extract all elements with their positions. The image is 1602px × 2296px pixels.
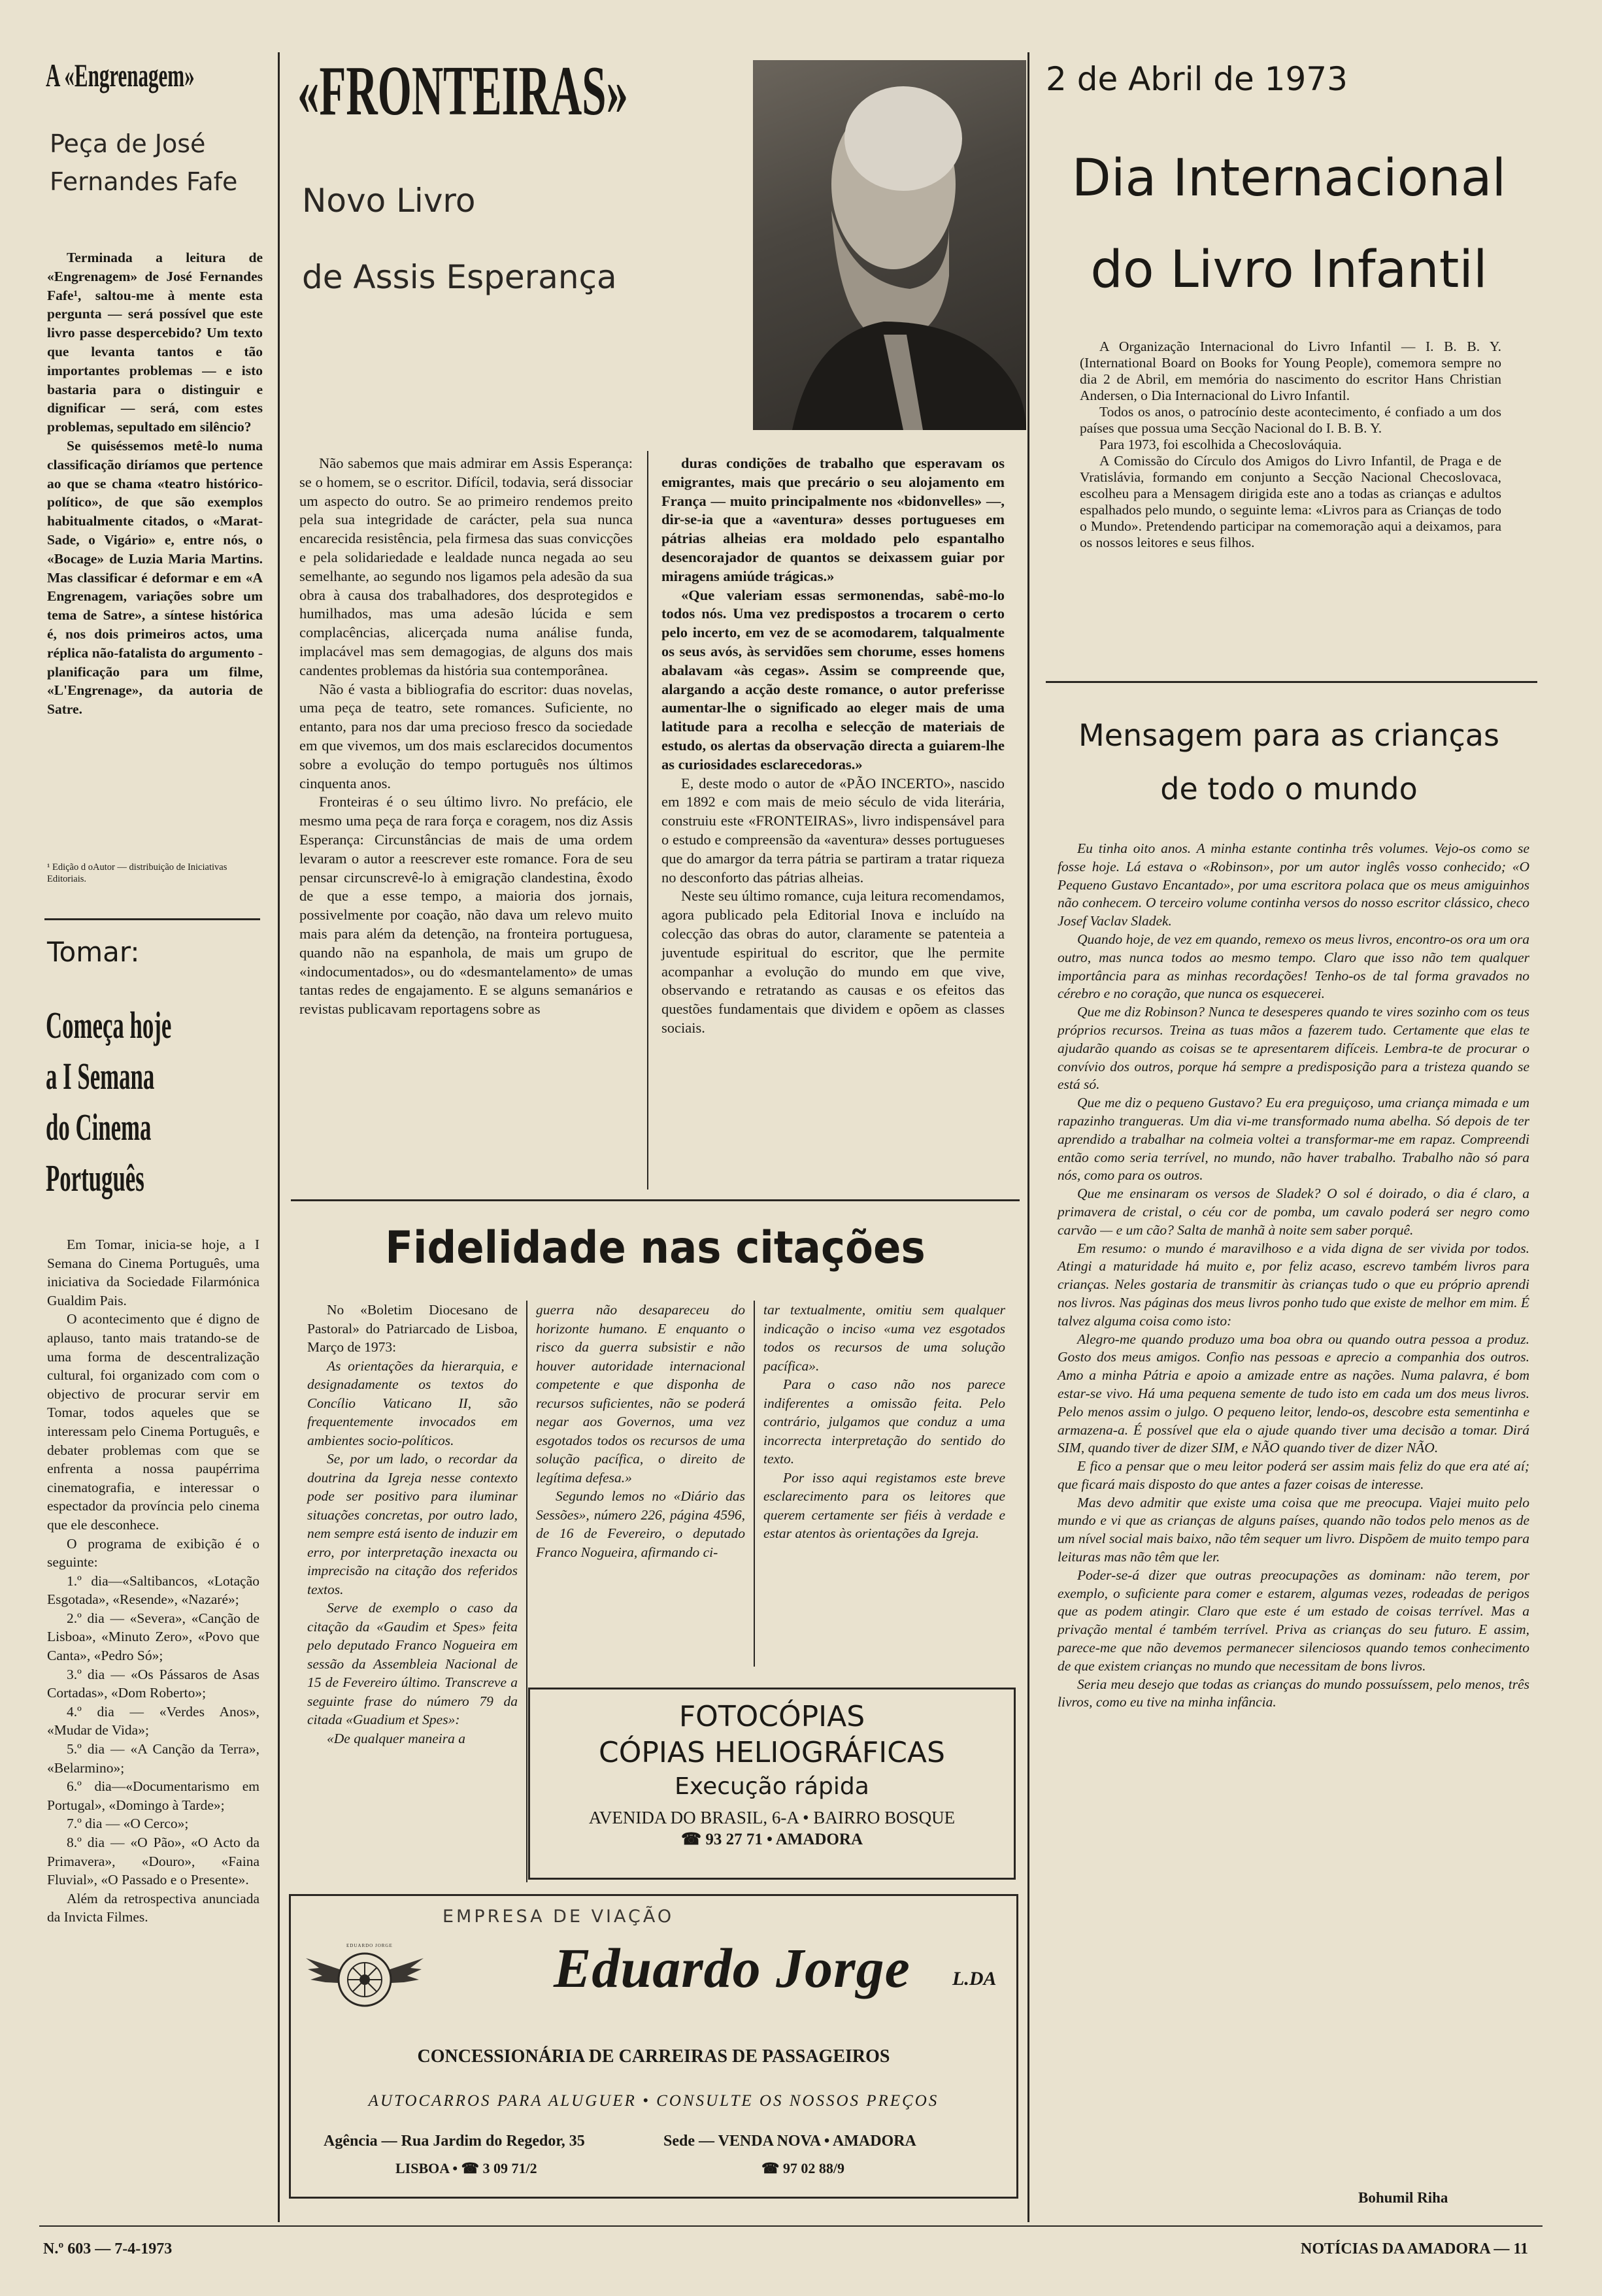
- fidelidade-paragraph: Para o caso não nos parece indiferentes a omissão feita. Pelo contrário, julgamos que conduz a uma incorrecta interpretação do sentido do texto.: [763, 1376, 1005, 1467]
- eduardo-jorge-agencia: Agência — Rua Jardim do Regedor, 35: [324, 2133, 585, 2150]
- mensagem-title-2: de todo o mundo: [1160, 771, 1418, 807]
- fotocopias-ad-phone: ☎ 93 27 71 • AMADORA: [680, 1831, 863, 1848]
- fronteiras-paragraph: Não é vasta a bibliografia do escritor: duas novelas, uma peça de teatro, sete romances. Suficiente, no entanto, para nos dar uma precioso fresco da sociedade em que vivemos, um dos mais esclarecidos documentos sobre a evolução do tempo português nos últimos cinquenta anos.: [299, 680, 633, 791]
- column-rule-fidelidade-2: [754, 1301, 755, 1667]
- tomar-program-item: 4.º dia — «Verdes Anos», «Mudar de Vida»;: [47, 1703, 259, 1739]
- tomar-headline: [46, 1000, 256, 1204]
- engrenagem-title: A «Engrenagem»: [46, 57, 195, 93]
- engrenagem-footnote: ¹ Edição d oAutor — distribuição de Iniciativas Editoriais.: [47, 862, 227, 884]
- engrenagem-body: [47, 248, 263, 719]
- tomar-program-item: 6.º dia—«Documentarismo em Portugal», «Domingo à Tarde»;: [47, 1778, 259, 1813]
- column-rule-2: [1027, 52, 1029, 2222]
- fronteiras-bottom-rule: [291, 1199, 1020, 1201]
- tomar-title: Tomar:: [47, 936, 140, 968]
- column4-divider: [1046, 681, 1537, 683]
- intro-paragraph: A Comissão do Círculo dos Amigos do Livro Infantil, de Praga e de Vratislávia, formando em conjunto a Secção Nacional Checoslovaca, escolheu para a Mensagem dirigida este ano a todas as crianças e adultos espalhados pelo mundo, o seguinte lema: «Livros para as Crianças de todo o Mundo». Pretendendo participar na comemoração aqui a deixamos, para os nossos leitores e seus filhos.: [1080, 453, 1501, 550]
- footer-page: NOTÍCIAS DA AMADORA — 11: [1301, 2240, 1529, 2257]
- mensagem-paragraph: Que me diz o pequeno Gustavo? Eu era preguiçoso, uma criança mimada e um rapazinho trangueras. Um dia vi-me transformado numa abelha. Só depois de ter aprendido a trabalhar na colmeia voltei a transformar-me em rapaz. Compreendi então como seria terrível, no mundo, não haver trabalho. Trabalho não só para nós, como para os outros.: [1058, 1095, 1529, 1184]
- mensagem-paragraph: Em resumo: o mundo é maravilhoso e a vida digna de ser vivida por todos. Atingi a maturidade há muito e, por feliz acaso, escrevo também livros para crianças. Neles gostaria de transmitir às crianças tudo o que eu próprio aprendi nos livros. Nas páginas dos meus livros ponho tudo que existe de melhor em mim. É talvez alguma coisa como isto:: [1058, 1240, 1529, 1329]
- mensagem-paragraph: Seria meu desejo que todas as crianças do mundo possuíssem, pelo menos, três livros, como eu tive na minha infância.: [1058, 1676, 1529, 1710]
- mensagem-title-1: Mensagem para as crianças: [1078, 718, 1499, 753]
- fotocopias-ad-line2: CÓPIAS HELIOGRÁFICAS: [599, 1736, 945, 1769]
- fronteiras-column-b: [661, 454, 1005, 1038]
- mensagem-paragraph: Alegro-me quando produzo uma boa obra ou quando outra pessoa a produz. Gosto dos meus amigos. Confio nas pessoas e aprecio a companhia dos outros. Amo a minha Pátria e apoio a amizade entre as nações. Numa palavra, é bom estar-se vivo. Há uma pequena semente de tudo isto em cada um dos meus livros. Pelo menos assim o julgo. O pequeno leitor, lendo-os, descobre esta sementinha e armazena-a. É possível que ela o ajude quando tiver uma decisão a tomar. Dirá SIM, quando tiver de dizer SIM, e NÃO quando tiver de dizer NÃO.: [1058, 1331, 1529, 1456]
- intro-paragraph: Para 1973, foi escolhida a Checoslováquia.: [1099, 437, 1342, 452]
- author-portrait-photo: [753, 60, 1026, 430]
- tomar-program-item: 7.º dia — «O Cerco»;: [67, 1816, 189, 1832]
- mensagem-paragraph: E fico a pensar que o meu leitor poderá ser assim mais feliz do que era até aí; que ficará mais disposto do que antes a fazer coisas de interesse.: [1058, 1458, 1529, 1492]
- fotocopias-ad: [528, 1688, 1016, 1880]
- fidelidade-paragraph: guerra não desapareceu do horizonte humano. E enquanto o risco da guerra subsistir e não houver autoridade internacional competente e que disponha de recursos suficientes, não se poderá negar aos Governos, uma vez esgotados todos os recursos de uma solução pacífica, o direito de legítima defesa.»: [536, 1302, 745, 1486]
- fronteiras-subtitle-2: de Assis Esperança: [302, 258, 617, 296]
- tomar-paragraph: Em Tomar, inicia-se hoje, a I Semana do Cinema Português, uma iniciativa da Sociedade Filarmónica Gualdim Pais.: [47, 1237, 259, 1308]
- portrait-silhouette: [753, 60, 1026, 430]
- tomar-headline-line: a I Semana: [46, 1055, 155, 1097]
- fidelidade-paragraph: Por isso aqui registamos este breve esclarecimento para os leitores que querem certamente ser fiéis à verdade e estar atentos às orientações da Igreja.: [763, 1469, 1005, 1541]
- livro-infantil-title-1: Dia Internacional: [1071, 149, 1507, 208]
- footer-rule: [39, 2225, 1543, 2227]
- eduardo-jorge-sede: Sede — VENDA NOVA • AMADORA: [663, 2133, 916, 2150]
- eduardo-jorge-line1: CONCESSIONÁRIA DE CARREIRAS DE PASSAGEIROS: [417, 2046, 890, 2067]
- eduardo-jorge-sede-phone: ☎ 97 02 88/9: [761, 2160, 845, 2176]
- tomar-headline-line: do Cinema: [46, 1106, 152, 1148]
- fidelidade-column-a: [307, 1301, 518, 1748]
- eduardo-jorge-lda: L.DA: [952, 1968, 997, 1989]
- eduardo-jorge-name: Eduardo Jorge: [554, 1937, 910, 1999]
- fidelidade-paragraph: «De qualquer maneira a: [327, 1730, 465, 1746]
- engrenagem-subtitle-2: Fernandes Fafe: [50, 167, 238, 196]
- fidelidade-title: Fidelidade nas citações: [385, 1222, 926, 1274]
- fidelidade-column-c: [763, 1301, 1005, 1543]
- engrenagem-paragraph: Se quiséssemos metê-lo numa classificação diríamos que pertence ao que se chama «teatro histórico-político», de que são exemplos habitualmente citados, o «Marat-Sade, o Vigário» e, entre nós, o «Bocage» de Luzia Maria Martins. Mas classificar é deformar e em «A Engrenagem, variações sobre um tema de Satre», a síntese histórica é, nos dois primeiros actos, uma réplica não-fatalista do argumento - planificação para um filme, «L'Engrenage», da autoria de Satre.: [47, 437, 263, 718]
- mensagem-paragraph: Que me ensinaram os versos de Sladek? O sol é doirado, o dia é claro, a primavera de cristal, o céu cor de pomba, um cavalo poderá ser negro como carvão — e um cão? Salta de manhã à noite sem saber porquê.: [1058, 1186, 1529, 1238]
- mensagem-paragraph: Eu tinha oito anos. A minha estante continha três volumes. Vejo-os como se fosse hoje. Lá estava o «Robinson», por um autor inglês vosso conhecido; «O Pequeno Gustavo Encantado», por uma escritora polaca que os meus amiguinhos não conhecem. O terceiro volume continha versos do nosso escritor clássico, checo Josef Vaclav Sladek.: [1058, 840, 1529, 929]
- column1-divider: [44, 918, 260, 920]
- fidelidade-paragraph: Segundo lemos no «Diário das Sessões», número 226, página 4596, de 16 de Fevereiro, o deputado Franco Nogueira, afirmando ci-: [536, 1488, 745, 1560]
- fronteiras-paragraph: Neste seu último romance, cuja leitura recomendamos, agora publicado pela Editorial Inova e incluído na colecção das obras do autor, claramente se patenteia a juventude espiritual do escritor, que lhe permite acompanhar a evolução do mundo em que vive, observando e retratando as causas e os efeitos das questões fundamentais que dividem e opõem as classes sociais.: [661, 888, 1005, 1036]
- fidelidade-paragraph: As orientações da hierarquia, e designadamente os textos do Concílio Vaticano II, são frequentemente invocados em ambientes socio-políticos.: [307, 1357, 518, 1448]
- date-heading: 2 de Abril de 1973: [1046, 60, 1348, 98]
- fronteiras-title: «FRONTEIRAS»: [297, 52, 628, 130]
- tomar-program-item: 3.º dia — «Os Pássaros de Asas Cortadas», «Dom Roberto»;: [47, 1666, 259, 1701]
- fidelidade-paragraph: Se, por um lado, o recordar da doutrina da Igreja nesse contexto pode ser positivo para iluminar situações concretas, por outro lado, nem sempre está isento de induzir em erro, por interpretação inexacta ou imprecisão na citação dos referidos textos.: [307, 1451, 518, 1597]
- fotocopias-ad-address: AVENIDA DO BRASIL, 6-A • BAIRRO BOSQUE: [588, 1808, 956, 1827]
- livro-infantil-title-2: do Livro Infantil: [1090, 241, 1488, 299]
- intro-paragraph: A Organização Internacional do Livro Infantil — I. B. B. Y. (International Board on Books for Young People), comemora sempre no dia 2 de Abril, em memória do nascimento do escritor Hans Christian Andersen, o Dia Internacional do Livro Infantil.: [1080, 339, 1501, 403]
- mensagem-signature: Bohumil Riha: [1358, 2189, 1448, 2206]
- engrenagem-paragraph: Terminada a leitura de «Engrenagem» de José Fernandes Fafe¹, saltou-me à mente esta pergunta — será possível que este livro passe despercebido? Um texto que levanta tantos e tão importantes problemas — e isto bastaria para o distinguir e dignificar — será, com estes problemas, sepultado em silêncio?: [47, 250, 263, 435]
- livro-infantil-intro: [1080, 339, 1501, 551]
- intro-paragraph: Todos os anos, o patrocínio deste acontecimento, é confiado a um dos países que possua uma Secção Nacional do I. B. B. Y.: [1080, 404, 1501, 436]
- mensagem-paragraph: Que me diz Robinson? Nunca te desesperes quando te vires sozinho com os teus próprios recursos. Treina as tuas mãos a fazerem tudo. Certamente que elas te ajudarão quando as coisas se te apresentarem difíceis. Lembra-te de procurar o convívio dos outros, porque há sempre a predisposição para a tristeza quando se está só.: [1058, 1004, 1529, 1093]
- tomar-paragraph: Além da retrospectiva anunciada da Invicta Filmes.: [47, 1890, 259, 1925]
- fotocopias-ad-line3: Execução rápida: [675, 1773, 869, 1800]
- fidelidade-paragraph: Serve de exemplo o caso da citação da «Gaudim et Spes» feita pelo deputado Franco Nogueira em sessão da Assembleia Nacional de 15 de Fevereiro último. Transcreve a seguinte frase do número 79 da citada «Guadium et Spes»:: [307, 1600, 518, 1727]
- fronteiras-paragraph: Não sabemos que mais admirar em Assis Esperança: se o homem, se o escritor. Difícil, todavia, será dissociar um aspecto do outro. Se ao primeiro rendemos preito pela sua integridade de carácter, pela sua nunca encarecida resistência, pela firmesa das suas convicções e pela solidariedade e lealdade nunca negada ao seu semelhante, ao segundo nos ligamos pela adesão da sua obra à causa dos trabalhadores, dos desprotegidos e humilhados, mas uma adesão lúcida e sem complacências, alicerçada numa análise funda, implacável mas sem demagogias, de alguns dos mais candentes problemas da história sua contemporânea.: [299, 455, 633, 678]
- tomar-headline-line: Começa hoje: [46, 1004, 172, 1046]
- fronteiras-paragraph: «Que valeriam essas sermonendas, sabê-mo-lo todos nós. Uma vez predispostos a trocarem o certo pelo incerto, em vez de se acomodarem, talqualmente os seus avós, às servidões sem chorume, esses homens abalavam «às cegas». Assim se compreende que, alargando a acção deste romance, o autor preferisse aumentar-lhe o significado ao eleger mais de uma latitude para a recolha e selecção de materiais de estudo, os alertas da observação directa a guiarem-lhe as curiosidades esclarecedoras.»: [661, 586, 1005, 773]
- mensagem-paragraph: Quando hoje, de vez em quando, remexo os meus livros, encontro-os ora um ora outro, mas nunca todos ao mesmo tempo. Claro que isso não tem qualquer importância para as minhas recordações! Tenho-os de tal forma gravados no cérebro e no coração, que nunca os esquecerei.: [1058, 931, 1529, 1002]
- tomar-program-item: 2.º dia — «Severa», «Canção de Lisboa», «Minuto Zero», «Povo que Canta», «Pedro Só»;: [47, 1610, 259, 1664]
- mensagem-paragraph: Mas devo admitir que existe uma coisa que me preocupa. Viajei muito pelo mundo e vi que as crianças de alguns países, quando não todos pelo menos as de um nível social mais baixo, não têm sequer um livro. Dispõem de muito tempo para leituras mas não têm que ler.: [1058, 1494, 1529, 1565]
- fronteiras-paragraph: E, deste modo o autor de «PÃO INCERTO», nascido em 1892 e com mais de meio século de vida literária, construiu este «FRONTEIRAS», livro indispensável para o estudo e compreensão da «aventura» desses portugueses que do amargor da terra pátria se partiram a tratar riqueza no desconforto das pátrias alheias.: [661, 774, 1005, 886]
- eduardo-jorge-emblem-text: EDUARDO JORGE: [346, 1943, 393, 1948]
- fidelidade-column-b: [536, 1301, 745, 1561]
- fidelidade-paragraph: tar textualmente, omitiu sem qualquer indicação o inciso «uma vez esgotados todos os recursos de uma solução pacífica».: [763, 1302, 1005, 1374]
- fronteiras-column-a: [299, 454, 633, 1019]
- column-rule-fronteiras: [647, 451, 648, 1190]
- fronteiras-subtitle-1: Novo Livro: [302, 182, 476, 220]
- eduardo-jorge-empresa: EMPRESA DE VIAÇÃO: [442, 1906, 675, 1927]
- fronteiras-paragraph: duras condições de trabalho que esperavam os emigrantes, mais que precário o seu alojamento em França — muito principalmente nos «bidonvelles» —, dir-se-ia que a «aventura» desses portugueses em pátrias alheias era moldado pelo espantalho desencorajador de quantos se deixassem guiar por miragens amiúde trágicas.»: [661, 455, 1005, 584]
- column-rule-1: [278, 52, 280, 2222]
- column-rule-fidelidade-1: [526, 1301, 527, 1882]
- tomar-program-item: 5.º dia — «A Canção da Terra», «Belarmino»;: [47, 1741, 259, 1776]
- mensagem-paragraph: Poder-se-á dizer que outras preocupações as dominam: não terem, por exemplo, o suficiente para comer e estarem, algumas vezes, rodeadas de perigos que as podem atingir. Claro que este é um estado de coisas terrível. Mas a privação mental é também terrível. Priva as crianças do seu futuro. E assim, parece-me que não devemos permanecer silenciosos quando temos conhecimento de que existem crianças no mundo que necessitam de bons livros.: [1058, 1567, 1529, 1674]
- tomar-body: [47, 1235, 259, 1927]
- engrenagem-subtitle-1: Peça de José: [50, 129, 206, 158]
- mensagem-body: [1058, 840, 1529, 1712]
- tomar-paragraph: O acontecimento que é digno de aplauso, tanto mais tratando-se de uma forma de descentralização cultural, foi organizado com com o objectivo de procurar servir em Tomar, todos aqueles que se interessam pelo Cinema Português, e debater problemas com que se enfrenta a nossa paupérrima cinematografia, e interessar o espectador da província pelo cinema que ele desconhece.: [47, 1311, 259, 1533]
- tomar-headline-line: Português: [46, 1157, 144, 1199]
- fidelidade-paragraph: No «Boletim Diocesano de Pastoral» do Patriarcado de Lisboa, Março de 1973:: [307, 1302, 518, 1355]
- tomar-paragraph: O programa de exibição é o seguinte:: [47, 1535, 259, 1571]
- fotocopias-ad-line1: FOTOCÓPIAS: [678, 1700, 865, 1733]
- tomar-program-item: 8.º dia — «O Pão», «O Acto da Primavera», «Douro», «Faina Fluvial», «O Passado e o Presente».: [47, 1835, 259, 1888]
- footer-issue: N.º 603 — 7-4-1973: [43, 2240, 173, 2257]
- eduardo-jorge-ad: [289, 1894, 1018, 2199]
- fronteiras-paragraph: Fronteiras é o seu último livro. No prefácio, ele mesmo uma peça de rara força e coragem, nos diz Assis Esperança: Circunstâncias de mais de uma ordem levaram o autor a reescrever este romance. Fora de seu pensar circunscrevê-lo à emigração clandestina, êxodo de que a esse tempo, a maioria dos jornais, possivelmente por coação, não dava um relevo muito mais para além da detenção, na fronteira portuguesa, quando não na espanhola, de mais um grupo de «indocumentados», ou do «desmantelamento» de umas tantas redes de engajamento. E se alguns semanários e revistas publicavam reportagens sobre as: [299, 793, 633, 1018]
- tomar-program-item: 1.º dia—«Saltibancos, «Lotação Esgotada», «Resende», «Nazaré»;: [47, 1572, 259, 1608]
- eduardo-jorge-lisboa: LISBOA • ☎ 3 09 71/2: [395, 2160, 537, 2176]
- eduardo-jorge-line2: AUTOCARROS PARA ALUGUER • CONSULTE OS NOSSOS PREÇOS: [368, 2092, 939, 2110]
